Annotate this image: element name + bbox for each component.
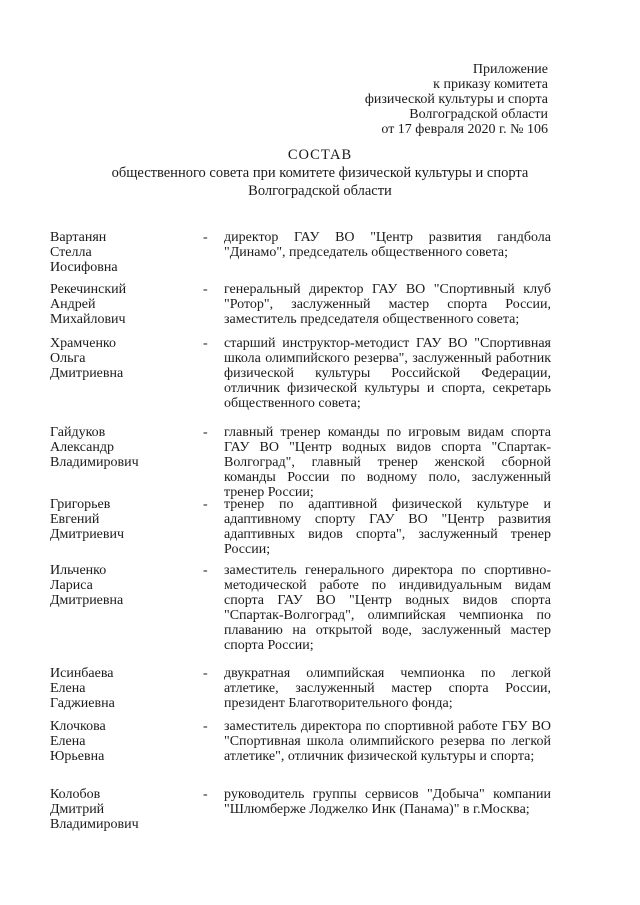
member-surname: Гайдуков [50, 425, 106, 440]
member-name [50, 787, 200, 832]
member-patronymic: Иосифовна [50, 260, 118, 275]
member-dash: - [203, 425, 208, 440]
member-dash: - [203, 563, 208, 578]
member-first-name: Стелла [50, 245, 92, 260]
member-name [50, 497, 200, 542]
member-surname: Исинбаева [50, 666, 114, 681]
member-name [50, 425, 200, 470]
member-name [50, 719, 200, 764]
member-first-name: Ольга [50, 351, 86, 366]
document-subtitle-line: общественного совета при комитете физической культуры и спорта [111, 165, 529, 181]
member-dash: - [203, 230, 208, 245]
member-description: заместитель директора по спортивной работе ГБУ ВО "Спортивная школа олимпийского резерва по легкой атлетике", отличник физической культуры и спорта; [224, 719, 551, 764]
member-patronymic: Юрьевна [50, 749, 105, 764]
member-surname: Клочкова [50, 719, 106, 734]
member-first-name: Александр [50, 440, 114, 455]
member-description: старший инструктор-методист ГАУ ВО "Спортивная школа олимпийского резерва", заслуженный работник физической культуры Российской Федерации, отличник физической культуры и спорта, секретарь общественного совета; [224, 336, 551, 411]
member-description: генеральный директор ГАУ ВО "Спортивный клуб "Ротор", заслуженный мастер спорта России, заместитель председателя общественного совета; [224, 282, 551, 327]
member-dash: - [203, 666, 208, 681]
member-first-name: Евгений [50, 512, 100, 527]
member-dash: - [203, 787, 208, 802]
member-surname: Григорьев [50, 497, 111, 512]
member-dash: - [203, 336, 208, 351]
member-description: тренер по адаптивной физической культуре и адаптивному спорту ГАУ ВО "Центр развития адаптивных видов спорта", заслуженный тренер России; [224, 497, 551, 557]
member-description: руководитель группы сервисов "Добыча" компании "Шлюмберже Лоджелко Инк (Панама)" в г.Москва; [224, 787, 551, 817]
member-name [50, 563, 200, 608]
document-title: СОСТАВ [287, 147, 353, 163]
document-subtitle-line: Волгоградской области [248, 183, 392, 199]
document-heading [60, 146, 580, 200]
member-dash: - [203, 719, 208, 734]
member-patronymic: Михайлович [50, 312, 126, 327]
member-description: двукратная олимпийская чемпионка по легкой атлетике, заслуженный мастер спорта России, президент Благотворительного фонда; [224, 666, 551, 711]
member-name [50, 336, 200, 381]
appendix-line: от 17 февраля 2020 г. № 106 [381, 122, 548, 137]
member-name [50, 666, 200, 711]
appendix-line: Волгоградской области [409, 107, 548, 122]
member-surname: Колобов [50, 787, 101, 802]
appendix-line: Приложение [472, 62, 548, 77]
appendix-line: к приказу комитета [433, 77, 548, 92]
member-patronymic: Владимирович [50, 455, 139, 470]
member-surname: Храмченко [50, 336, 117, 351]
member-name [50, 230, 200, 275]
member-surname: Рекечинский [50, 282, 127, 297]
member-patronymic: Дмитриевич [50, 527, 125, 542]
member-patronymic: Дмитриевна [50, 366, 124, 381]
member-name [50, 282, 200, 327]
member-first-name: Андрей [50, 297, 96, 312]
member-surname: Ильченко [50, 563, 107, 578]
member-description: главный тренер команды по игровым видам спорта ГАУ ВО "Центр водных видов спорта "Спартак-Волгоград", главный тренер женской сборной команды России по водному поло, заслуженный тренер России; [224, 425, 551, 500]
member-patronymic: Дмитриевна [50, 593, 124, 608]
member-description: директор ГАУ ВО "Центр развития гандбола "Динамо", председатель общественного совета; [224, 230, 551, 260]
appendix-block [288, 62, 548, 137]
appendix-line: физической культуры и спорта [364, 92, 548, 107]
member-description: заместитель генерального директора по спортивно-методической работе по индивидуальным видам спорта ГАУ ВО "Центр водных видов спорта "Спартак-Волгоград", олимпийская чемпионка по плаванию на открытой воде, заслуженный мастер спорта России; [224, 563, 551, 653]
member-patronymic: Гаджиевна [50, 696, 115, 711]
member-dash: - [203, 282, 208, 297]
member-surname: Вартанян [50, 230, 107, 245]
member-patronymic: Владимирович [50, 817, 139, 832]
member-first-name: Елена [50, 734, 86, 749]
member-first-name: Елена [50, 681, 86, 696]
member-dash: - [203, 497, 208, 512]
member-first-name: Дмитрий [50, 802, 105, 817]
member-first-name: Лариса [50, 578, 93, 593]
